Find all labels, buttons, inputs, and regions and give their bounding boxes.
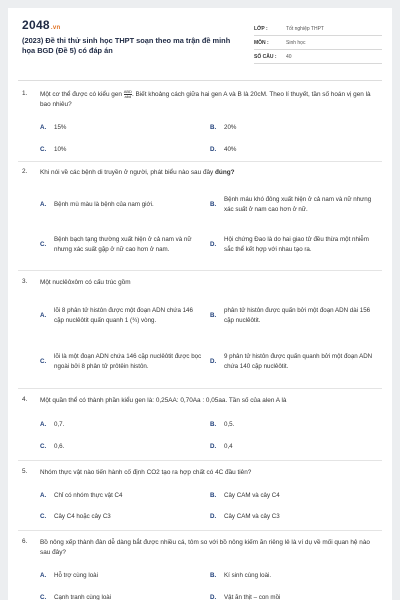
meta-row-subject [254,36,382,50]
question-number: 1. [22,90,28,97]
option-text: lõi 8 phân tử histôn được một đoạn ADN chứa 146 cặp nuclêôtit quấn quanh 1 (¾) vòng. [54,307,193,324]
option-label: A. [40,572,47,579]
option-text: Cạnh tranh cùng loài [54,594,112,600]
fraction-denominator: abd [124,94,132,99]
option-a[interactable] [40,123,204,133]
logo-text: 2048 [22,18,50,32]
option-label: A. [40,124,47,131]
option-label: B. [210,572,217,579]
option-label: B. [210,201,217,208]
meta-key: LỚP : [254,25,268,32]
question-text: Nhóm thực vật nào tiến hành cố định CO2 tạo ra hợp chất có 4C đầu tiên? [40,469,252,476]
question-divider [18,270,382,271]
logo-suffix: .vn [50,25,61,31]
meta-value: Sinh học [286,39,306,46]
question-number: 5. [22,468,28,475]
option-text: Hỗ trợ cùng loài [54,572,98,579]
option-label: B. [210,492,217,499]
option-d[interactable] [210,145,374,155]
genotype-fraction [124,90,132,99]
option-text: Bệnh bạch tạng thường xuất hiện ở cả nam và nữ nhưng xác suất gặp ở nữ cao hơn ở nam. [54,236,192,253]
header [8,8,392,70]
meta-value: Tốt nghiệp THPT [286,25,324,32]
option-label: C. [40,241,47,248]
question-text-emphasis: đúng? [215,169,235,176]
option-label: A. [40,312,47,319]
option-text: 0,6. [54,443,65,450]
question-number: 6. [22,538,28,545]
option-label: D. [210,358,217,365]
option-text: 9 phân tử histôn được quấn quanh bởi một đoạn ADN chứa 140 cặp nuclêôtit. [224,353,373,370]
question-text-main: Khi nói về các bệnh di truyền ở người, phát biểu nào sau đây [40,169,214,176]
option-a[interactable] [40,190,204,220]
option-d[interactable] [210,593,374,600]
option-label: A. [40,492,47,499]
question-divider [18,460,382,461]
option-a[interactable] [40,300,204,332]
option-text: Vật ăn thịt – con mồi [224,594,281,600]
question-text: Một nuclêôxôm có cấu trúc gồm [40,279,131,286]
option-text: phân tử histôn được quấn bởi một đoạn ADN dài 156 cặp nuclêôtit. [224,307,371,324]
option-text: Chỉ có nhóm thực vật C4 [54,492,123,499]
option-text: Kí sinh cùng loài. [224,572,272,579]
question-text-before: Một cơ thể được có kiểu gen [40,91,122,99]
option-c[interactable] [40,593,204,600]
option-text: Cây CAM và cây C3 [224,513,280,520]
option-d[interactable] [210,346,374,378]
option-text: Hội chứng Đao là do hai giao tử đều thừa một nhiễm sắc thể kết hợp với nhau tạo ra. [224,236,369,253]
option-a[interactable] [40,571,204,581]
question-text: Bồ nông xếp thành đàn dễ dàng bắt được nhiều cá, tôm so với bồ nông kiếm ăn riêng lẻ là ví dụ về mối quan hệ nào sau đây? [40,539,370,556]
option-c[interactable] [40,230,204,260]
option-text: 15% [54,124,67,131]
question-divider [18,388,382,389]
option-b[interactable] [210,420,374,430]
meta-row-class [254,22,382,36]
question-number: 3. [22,278,28,285]
question-number: 2. [22,168,28,175]
option-text: Cây C4 hoặc cây C3 [54,513,111,520]
option-b[interactable] [210,123,374,133]
option-text: 0,5. [224,421,235,428]
option-label: A. [40,201,47,208]
option-text: 20% [224,124,237,131]
option-b[interactable] [210,491,374,501]
option-label: C. [40,594,47,600]
option-c[interactable] [40,512,204,522]
option-label: B. [210,312,217,319]
option-label: B. [210,421,217,428]
option-c[interactable] [40,442,204,452]
question-number: 4. [22,396,28,403]
meta-value: 40 [286,53,292,60]
option-label: D. [210,443,217,450]
meta-row-count [254,50,382,64]
meta-key: MÔN : [254,39,269,46]
option-text: 10% [54,146,67,153]
option-text: lõi là một đoạn ADN chứa 146 cặp nuclêôtit được bọc ngoài bởi 8 phân tử prôtêin histôn. [54,353,202,370]
option-b[interactable] [210,190,374,220]
option-text: Bệnh mù màu là bệnh của nam giới. [54,201,154,208]
meta-key: SỐ CÂU : [254,53,277,60]
option-c[interactable] [40,346,204,378]
option-text: Cây CAM và cây C4 [224,492,280,499]
exam-sheet [8,8,392,600]
option-text: 0,4 [224,443,233,450]
question-divider [18,161,382,162]
option-label: C. [40,146,47,153]
option-d[interactable] [210,442,374,452]
option-c[interactable] [40,145,204,155]
question-text: Một quần thể có thành phần kiểu gen là: 0,25AA: 0,70Aa : 0,05aa. Tần số của alen A là [40,397,287,404]
option-label: D. [210,241,217,248]
question-text-after: . Biết khoảng cách giữa hai gen A và B là 20cM. Theo lí thuyết, tần số hoán vị gen là bao nhiêu? [40,91,371,109]
option-a[interactable] [40,491,204,501]
option-d[interactable] [210,512,374,522]
option-label: A. [40,421,47,428]
option-label: D. [210,146,217,153]
option-label: C. [40,358,47,365]
question-text [40,168,380,178]
exam-meta-table [254,22,382,64]
option-b[interactable] [210,571,374,581]
header-divider [18,80,382,81]
option-label: D. [210,594,217,600]
option-label: C. [40,513,47,520]
option-label: C. [40,443,47,450]
option-a[interactable] [40,420,204,430]
page-title: (2023) Đề thi thử sinh học THPT soạn theo ma trận đề minh họa BGD (Đề 5) có đáp án [22,36,231,55]
option-label: D. [210,513,217,520]
question-text [40,90,380,110]
option-d[interactable] [210,230,374,260]
question-divider [18,530,382,531]
fraction-numerator: ABD [123,89,132,94]
option-label: B. [210,124,217,131]
option-text: 40% [224,146,237,153]
option-text: 0,7. [54,421,65,428]
option-text: Bệnh máu khó đông xuất hiện ở cả nam và nữ nhưng xác suất ở nam cao hơn ở nữ. [224,196,372,213]
option-b[interactable] [210,300,374,332]
